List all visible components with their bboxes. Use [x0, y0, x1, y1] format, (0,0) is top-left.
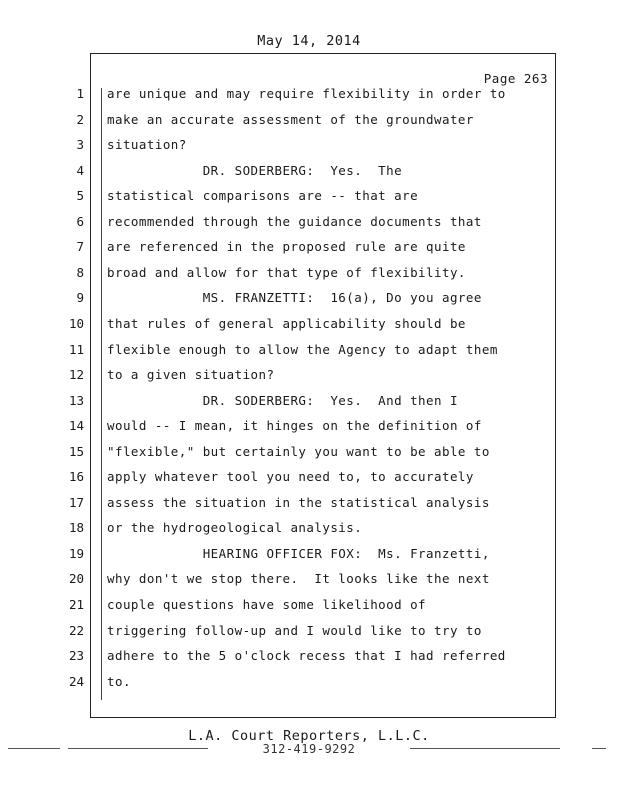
transcript-line	[0, 444, 618, 470]
line-number: 23	[68, 648, 84, 664]
line-number: 15	[68, 443, 84, 459]
line-number: 10	[68, 315, 84, 331]
transcript-line	[0, 137, 618, 163]
line-number: 21	[68, 597, 84, 612]
line-text: broad and allow for that type of flexibility.	[107, 264, 466, 280]
line-number: 20	[68, 571, 84, 587]
line-number: 11	[68, 341, 84, 357]
line-text: or the hydrogeological analysis.	[107, 520, 363, 536]
line-text: situation?	[107, 137, 187, 153]
transcript-line	[0, 546, 618, 572]
header-date: May 14, 2014	[257, 33, 361, 49]
line-text: triggering follow-up and I would like to try to	[107, 622, 482, 638]
transcript-line	[0, 469, 618, 495]
transcript-line	[0, 674, 618, 700]
footer-dash-right-2	[592, 748, 606, 749]
line-text: HEARING OFFICER FOX: Ms. Franzetti,	[107, 545, 490, 561]
transcript-line	[0, 597, 618, 623]
line-text: are unique and may require flexibility in order to	[107, 86, 506, 101]
footer-phone: 312-419-9292	[262, 742, 356, 756]
line-text: recommended through the guidance documents that	[107, 213, 482, 229]
footer-dash-left-1	[8, 748, 60, 749]
transcript-line	[0, 520, 618, 546]
transcript-line	[0, 239, 618, 265]
footer-dash-right-1	[410, 748, 560, 749]
line-text: couple questions have some likelihood of	[107, 597, 427, 612]
line-number: 13	[68, 392, 84, 408]
line-number: 18	[68, 520, 84, 536]
line-text: apply whatever tool you need to, to accurately	[107, 469, 474, 485]
line-text: to.	[107, 673, 131, 689]
transcript-line	[0, 342, 618, 368]
line-number: 16	[68, 469, 84, 485]
line-number: 6	[76, 213, 84, 229]
line-number: 17	[68, 494, 84, 510]
transcript-line	[0, 188, 618, 214]
transcript-line	[0, 214, 618, 240]
line-text: are referenced in the proposed rule are quite	[107, 239, 466, 255]
line-number: 9	[76, 290, 84, 306]
transcript-line	[0, 265, 618, 291]
line-number: 1	[76, 86, 84, 101]
line-number: 5	[76, 188, 84, 204]
transcript-line	[0, 367, 618, 393]
line-number: 3	[76, 137, 84, 153]
transcript-line	[0, 418, 618, 444]
line-number: 7	[76, 239, 84, 255]
footer-firm: L.A. Court Reporters, L.L.C.	[188, 728, 430, 744]
transcript-line	[0, 290, 618, 316]
line-number: 4	[76, 162, 84, 178]
line-number: 22	[68, 622, 84, 638]
line-text: flexible enough to allow the Agency to adapt them	[107, 341, 498, 357]
line-text: that rules of general applicability should be	[107, 315, 466, 331]
line-text: "flexible," but certainly you want to be able to	[107, 443, 490, 459]
line-text: make an accurate assessment of the groundwater	[107, 111, 474, 127]
line-number: 19	[68, 545, 84, 561]
line-text: to a given situation?	[107, 367, 275, 383]
line-text: statistical comparisons are -- that are	[107, 188, 419, 204]
line-number: 14	[68, 418, 84, 434]
line-text: would -- I mean, it hinges on the definition of	[107, 418, 482, 434]
line-text: adhere to the 5 o'clock recess that I had referred	[107, 648, 506, 664]
line-text: why don't we stop there. It looks like the next	[107, 571, 490, 587]
line-number: 24	[68, 673, 84, 689]
line-text: DR. SODERBERG: Yes. And then I	[107, 392, 458, 408]
footer-dash-left-2	[68, 748, 208, 749]
transcript-line	[0, 393, 618, 419]
transcript-line	[0, 86, 618, 112]
transcript-line	[0, 495, 618, 521]
line-number: 12	[68, 367, 84, 383]
transcript-line	[0, 163, 618, 189]
transcript-line	[0, 316, 618, 342]
line-text: assess the situation in the statistical analysis	[107, 494, 490, 510]
transcript-line	[0, 648, 618, 674]
line-number: 2	[76, 111, 84, 127]
line-text: DR. SODERBERG: Yes. The	[107, 162, 403, 178]
page-number: Page 263	[483, 71, 548, 86]
transcript-line	[0, 623, 618, 649]
transcript-line	[0, 571, 618, 597]
line-number: 8	[76, 264, 84, 280]
line-text: MS. FRANZETTI: 16(a), Do you agree	[107, 290, 482, 306]
transcript-line	[0, 112, 618, 138]
